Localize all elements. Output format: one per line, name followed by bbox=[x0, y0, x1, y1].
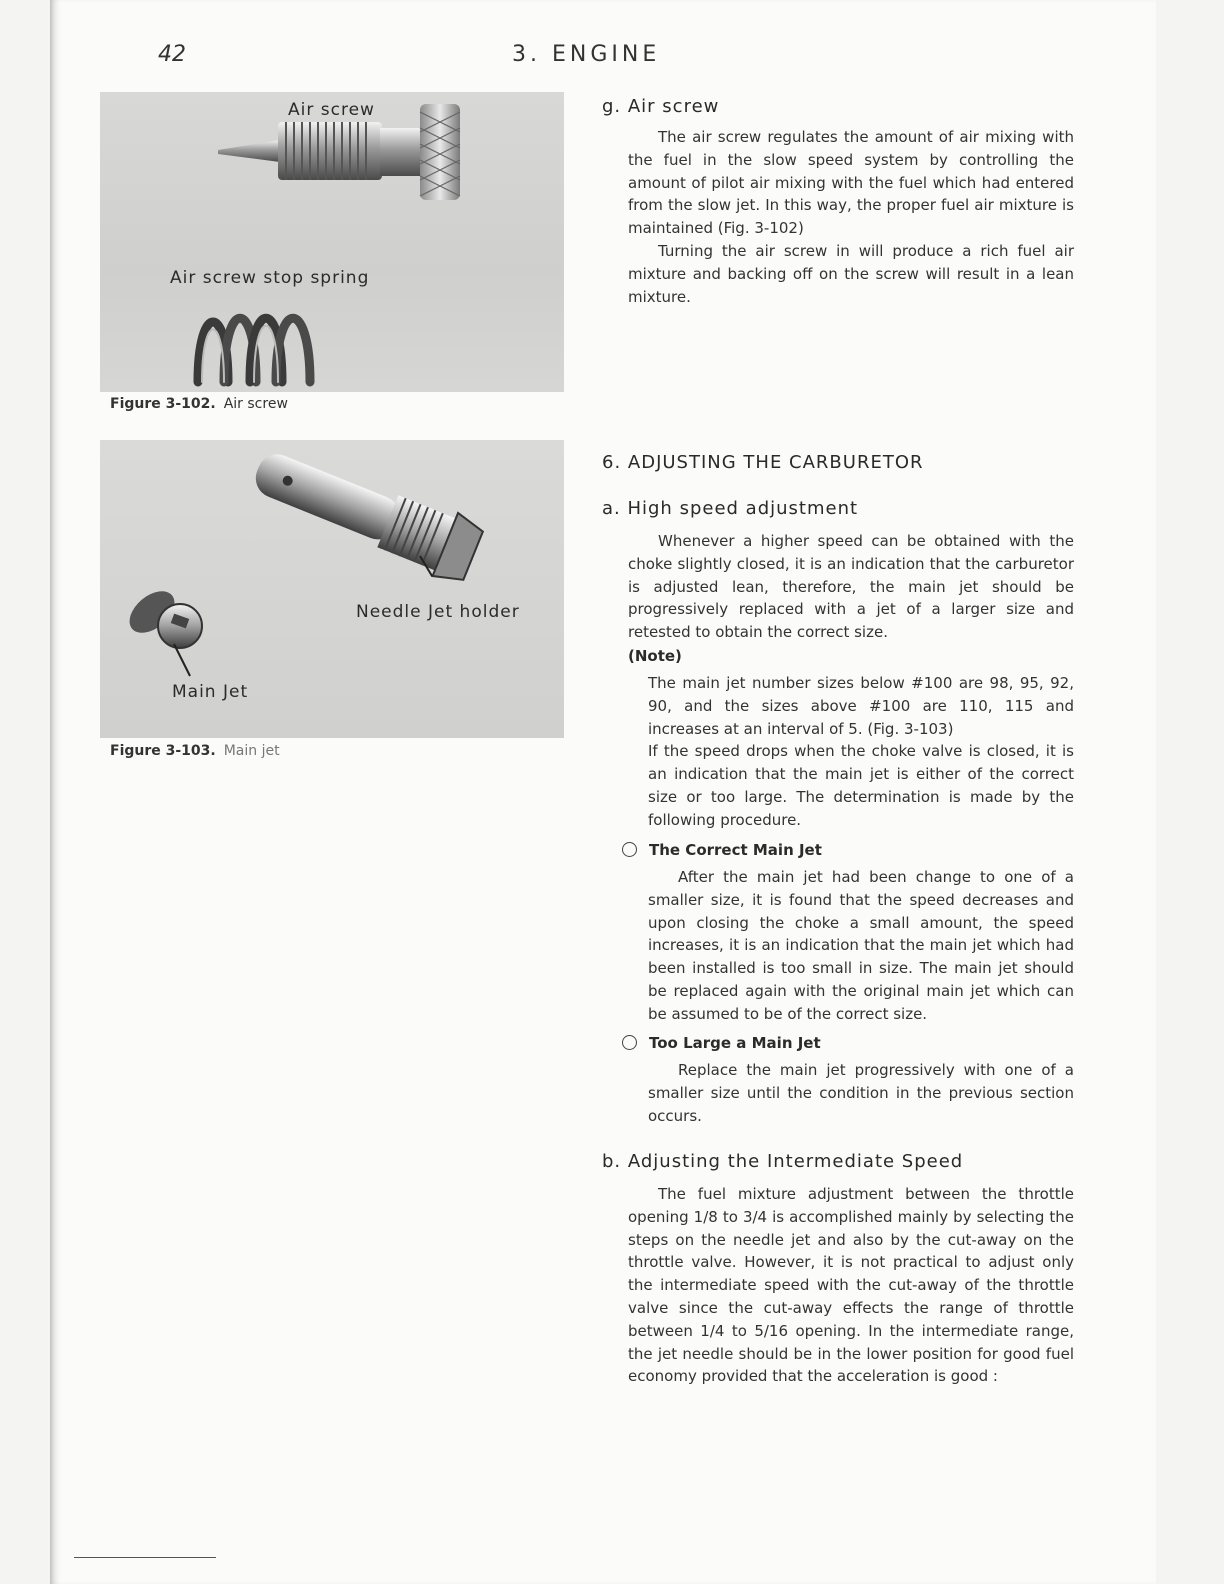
manual-page bbox=[50, 0, 1156, 1584]
page-header bbox=[50, 42, 1156, 72]
figure-caption-102 bbox=[110, 396, 288, 412]
paragraph: The main jet number sizes below #100 are 98, 95, 92, 90, and the sizes above #100 are 110, 115 and increases at an interval of 5. (Fig. 3-103) bbox=[648, 674, 1074, 738]
bullet-circle-icon bbox=[622, 842, 637, 857]
paragraph: The air screw regulates the amount of air mixing with the fuel in the slow speed system by controlling the amount of pilot air mixing with the fuel which had entered from the slow jet. In this way, the proper fuel air mixture is maintained (Fig. 3-102) bbox=[628, 128, 1074, 238]
caption-text: Air screw bbox=[223, 396, 288, 412]
label-needle-jet-holder: Needle Jet holder bbox=[356, 602, 520, 622]
section-6-heading: 6. ADJUSTING THE CARBURETOR bbox=[602, 452, 924, 473]
main-jet-part bbox=[122, 583, 202, 648]
label-air-screw: Air screw bbox=[288, 100, 375, 120]
needle-jet-holder bbox=[245, 440, 486, 587]
section-b-heading: b. Adjusting the Intermediate Speed bbox=[602, 1151, 964, 1172]
section-g-heading: g. Air screw bbox=[602, 96, 720, 117]
section-g-body bbox=[628, 126, 1074, 308]
label-air-screw-stop-spring: Air screw stop spring bbox=[170, 268, 370, 288]
page-number: 42 bbox=[158, 42, 186, 67]
too-large-main-jet-body bbox=[648, 1059, 1074, 1127]
main-jet-illustration bbox=[100, 440, 564, 738]
subheading-text: Too Large a Main Jet bbox=[649, 1034, 821, 1052]
paragraph: Turning the air screw in will produce a rich fuel air mixture and backing off on the screw will result in a lean mixture. bbox=[628, 241, 1074, 306]
figure-caption-103 bbox=[110, 743, 280, 759]
paragraph: Replace the main jet progressively with one of a smaller size until the condition in the previous section occurs. bbox=[648, 1061, 1074, 1125]
section-a-body bbox=[628, 530, 1074, 644]
paragraph: Whenever a higher speed can be obtained with the choke slightly closed, it is an indication that the carburetor is adjusted lean, therefore, the main jet should be progressively replaced with a jet of a larger size and retested to obtain the correct size. bbox=[628, 532, 1074, 642]
paragraph: The fuel mixture adjustment between the throttle opening 1/8 to 3/4 is accomplished mainly by selecting the steps on the needle jet and also by the cut-away on the throttle valve. However, it is not practical to adjust only the intermediate speed with the cut-away of the throttle valve since the cut-away effects the range of throttle between 1/4 to 5/16 opening. In the intermediate range, the jet needle should be in the lower position for good fuel economy provided that the acceleration is good : bbox=[628, 1185, 1074, 1386]
air-screw-illustration bbox=[100, 92, 564, 392]
note-body bbox=[648, 672, 1074, 832]
section-b-body bbox=[628, 1183, 1074, 1388]
paragraph: If the speed drops when the choke valve is closed, it is an indication that the main jet is either of the correct size or too large. The determination is made by the following procedure. bbox=[648, 742, 1074, 829]
correct-main-jet-heading bbox=[622, 841, 822, 859]
section-a-heading: a. High speed adjustment bbox=[602, 498, 859, 519]
paragraph: After the main jet had been change to one of a smaller size, it is found that the speed decreases and upon closing the choke a small amount, the speed increases, it is an indication that the main jet which had been installed is too small in size. The main jet should be replaced again with the original main jet which can be assumed to be of the correct size. bbox=[648, 868, 1074, 1023]
note-label: (Note) bbox=[628, 647, 682, 665]
figure-main-jet-photo bbox=[100, 440, 564, 738]
figure-air-screw-photo bbox=[100, 92, 564, 392]
screw-shoulder bbox=[380, 128, 422, 176]
underline-mark bbox=[74, 1557, 216, 1558]
subheading-text: The Correct Main Jet bbox=[649, 841, 822, 859]
correct-main-jet-body bbox=[648, 866, 1074, 1026]
caption-text: Main jet bbox=[223, 743, 280, 759]
stop-spring bbox=[198, 318, 310, 382]
caption-number: Figure 3-103. bbox=[110, 743, 216, 759]
too-large-main-jet-heading bbox=[622, 1034, 821, 1052]
label-main-jet: Main Jet bbox=[172, 682, 249, 702]
caption-number: Figure 3-102. bbox=[110, 396, 216, 412]
chapter-title: 3. ENGINE bbox=[512, 42, 661, 67]
screw-tip bbox=[218, 140, 280, 162]
bullet-circle-icon bbox=[622, 1035, 637, 1050]
